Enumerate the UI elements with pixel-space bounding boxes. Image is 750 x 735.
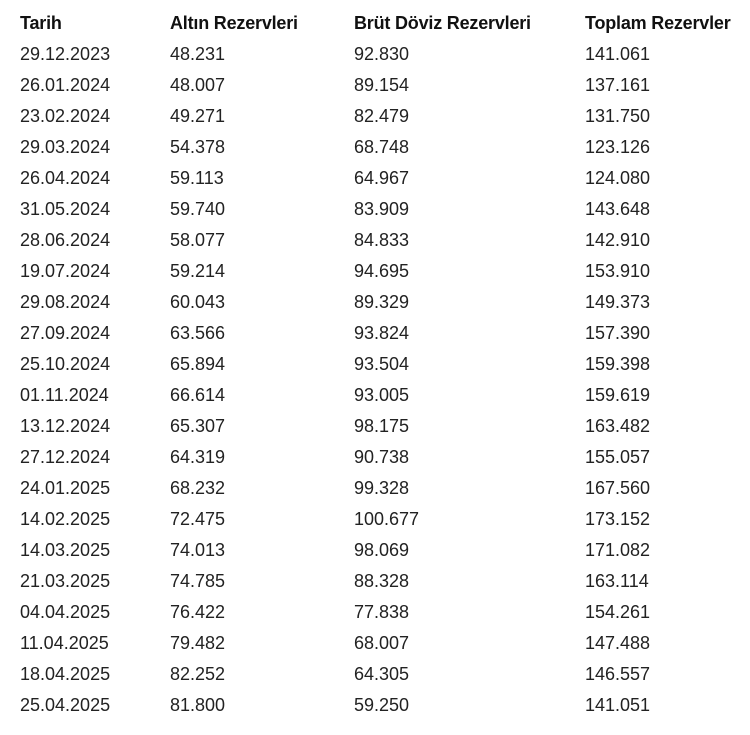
cell-total-reserves: 141.051 — [585, 695, 651, 715]
table-row — [0, 535, 750, 566]
cell-gross-fx-reserves: 64.305 — [354, 664, 410, 684]
cell-total-reserves: 149.373 — [585, 292, 651, 312]
cell-total-reserves: 154.261 — [585, 602, 651, 622]
cell-gross-fx-reserves: 93.824 — [354, 323, 410, 343]
cell-total-reserves: 171.082 — [585, 540, 651, 560]
cell-date: 31.05.2024 — [20, 199, 111, 219]
table-row — [0, 163, 750, 194]
cell-gross-fx-reserves: 93.005 — [354, 385, 410, 405]
reserves-table — [0, 8, 750, 721]
cell-total-reserves: 142.910 — [585, 230, 651, 250]
cell-total-reserves: 146.557 — [585, 664, 651, 684]
cell-gross-fx-reserves: 90.738 — [354, 447, 410, 467]
cell-gold-reserves: 59.214 — [170, 261, 226, 281]
cell-date: 23.02.2024 — [20, 106, 111, 126]
table-row — [0, 504, 750, 535]
cell-date: 28.06.2024 — [20, 230, 111, 250]
cell-gold-reserves: 65.894 — [170, 354, 226, 374]
cell-date: 21.03.2025 — [20, 571, 111, 591]
cell-gold-reserves: 74.785 — [170, 571, 226, 591]
cell-date: 27.12.2024 — [20, 447, 111, 467]
cell-gross-fx-reserves: 89.154 — [354, 75, 410, 95]
table-row — [0, 659, 750, 690]
table-row — [0, 380, 750, 411]
table-row — [0, 101, 750, 132]
cell-gross-fx-reserves: 82.479 — [354, 106, 410, 126]
cell-gross-fx-reserves: 99.328 — [354, 478, 410, 498]
cell-date: 29.12.2023 — [20, 44, 111, 64]
cell-total-reserves: 123.126 — [585, 137, 651, 157]
cell-total-reserves: 147.488 — [585, 633, 651, 653]
cell-date: 25.10.2024 — [20, 354, 111, 374]
table-row — [0, 132, 750, 163]
cell-gold-reserves: 79.482 — [170, 633, 226, 653]
cell-gold-reserves: 65.307 — [170, 416, 226, 436]
cell-gold-reserves: 60.043 — [170, 292, 226, 312]
cell-gold-reserves: 81.800 — [170, 695, 226, 715]
cell-gold-reserves: 59.113 — [170, 168, 224, 188]
cell-total-reserves: 124.080 — [585, 168, 651, 188]
cell-gross-fx-reserves: 98.069 — [354, 540, 410, 560]
cell-date: 13.12.2024 — [20, 416, 111, 436]
cell-gross-fx-reserves: 64.967 — [354, 168, 410, 188]
cell-date: 26.01.2024 — [20, 75, 111, 95]
cell-date: 04.04.2025 — [20, 602, 111, 622]
table-row — [0, 597, 750, 628]
cell-gold-reserves: 48.007 — [170, 75, 226, 95]
cell-gross-fx-reserves: 59.250 — [354, 695, 410, 715]
cell-gold-reserves: 72.475 — [170, 509, 226, 529]
cell-date: 14.03.2025 — [20, 540, 111, 560]
cell-gold-reserves: 59.740 — [170, 199, 226, 219]
table-header-row — [0, 8, 750, 39]
cell-date: 27.09.2024 — [20, 323, 111, 343]
cell-gold-reserves: 63.566 — [170, 323, 226, 343]
cell-total-reserves: 159.398 — [585, 354, 651, 374]
cell-total-reserves: 173.152 — [585, 509, 651, 529]
cell-total-reserves: 159.619 — [585, 385, 651, 405]
reserves-table-container — [0, 8, 750, 735]
cell-gross-fx-reserves: 100.677 — [354, 509, 420, 529]
table-row — [0, 256, 750, 287]
cell-gross-fx-reserves: 84.833 — [354, 230, 410, 250]
cell-gross-fx-reserves: 92.830 — [354, 44, 410, 64]
cell-gold-reserves: 49.271 — [170, 106, 226, 126]
table-row — [0, 411, 750, 442]
cell-total-reserves: 163.114 — [585, 571, 649, 591]
cell-gross-fx-reserves: 68.007 — [354, 633, 410, 653]
cell-date: 24.01.2025 — [20, 478, 111, 498]
cell-gold-reserves: 68.232 — [170, 478, 226, 498]
header-gross-fx-reserves: Brüt Döviz Rezervleri — [354, 13, 531, 33]
cell-total-reserves: 157.390 — [585, 323, 651, 343]
table-row — [0, 628, 750, 659]
cell-gold-reserves: 82.252 — [170, 664, 226, 684]
cell-total-reserves: 153.910 — [585, 261, 651, 281]
cell-gold-reserves: 54.378 — [170, 137, 226, 157]
table-row — [0, 318, 750, 349]
cell-date: 25.04.2025 — [20, 695, 111, 715]
cell-date: 26.04.2024 — [20, 168, 111, 188]
cell-gold-reserves: 76.422 — [170, 602, 226, 622]
cell-total-reserves: 163.482 — [585, 416, 651, 436]
cell-gross-fx-reserves: 93.504 — [354, 354, 410, 374]
table-row — [0, 442, 750, 473]
cell-date: 14.02.2025 — [20, 509, 111, 529]
table-body — [0, 39, 750, 721]
cell-gold-reserves: 66.614 — [170, 385, 226, 405]
table-row — [0, 566, 750, 597]
table-row — [0, 473, 750, 504]
cell-date: 01.11.2024 — [20, 385, 109, 405]
cell-total-reserves: 131.750 — [585, 106, 651, 126]
table-row — [0, 39, 750, 70]
table-row — [0, 70, 750, 101]
cell-gold-reserves: 64.319 — [170, 447, 226, 467]
cell-total-reserves: 167.560 — [585, 478, 651, 498]
cell-total-reserves: 155.057 — [585, 447, 651, 467]
cell-gross-fx-reserves: 98.175 — [354, 416, 410, 436]
table-row — [0, 690, 750, 721]
cell-total-reserves: 137.161 — [585, 75, 651, 95]
table-row — [0, 349, 750, 380]
cell-gold-reserves: 58.077 — [170, 230, 226, 250]
cell-gross-fx-reserves: 89.329 — [354, 292, 410, 312]
cell-date: 19.07.2024 — [20, 261, 111, 281]
cell-gross-fx-reserves: 68.748 — [354, 137, 410, 157]
header-gold-reserves: Altın Rezervleri — [170, 13, 298, 33]
table-row — [0, 225, 750, 256]
cell-date: 11.04.2025 — [20, 633, 109, 653]
cell-gross-fx-reserves: 94.695 — [354, 261, 410, 281]
cell-gold-reserves: 48.231 — [170, 44, 226, 64]
table-row — [0, 287, 750, 318]
cell-date: 18.04.2025 — [20, 664, 111, 684]
header-total-reserves: Toplam Rezervler — [585, 13, 731, 33]
header-date: Tarih — [20, 13, 62, 33]
cell-total-reserves: 143.648 — [585, 199, 651, 219]
cell-gold-reserves: 74.013 — [170, 540, 226, 560]
cell-date: 29.08.2024 — [20, 292, 111, 312]
cell-total-reserves: 141.061 — [585, 44, 651, 64]
cell-gross-fx-reserves: 83.909 — [354, 199, 410, 219]
table-row — [0, 194, 750, 225]
cell-gross-fx-reserves: 88.328 — [354, 571, 410, 591]
cell-date: 29.03.2024 — [20, 137, 111, 157]
cell-gross-fx-reserves: 77.838 — [354, 602, 410, 622]
